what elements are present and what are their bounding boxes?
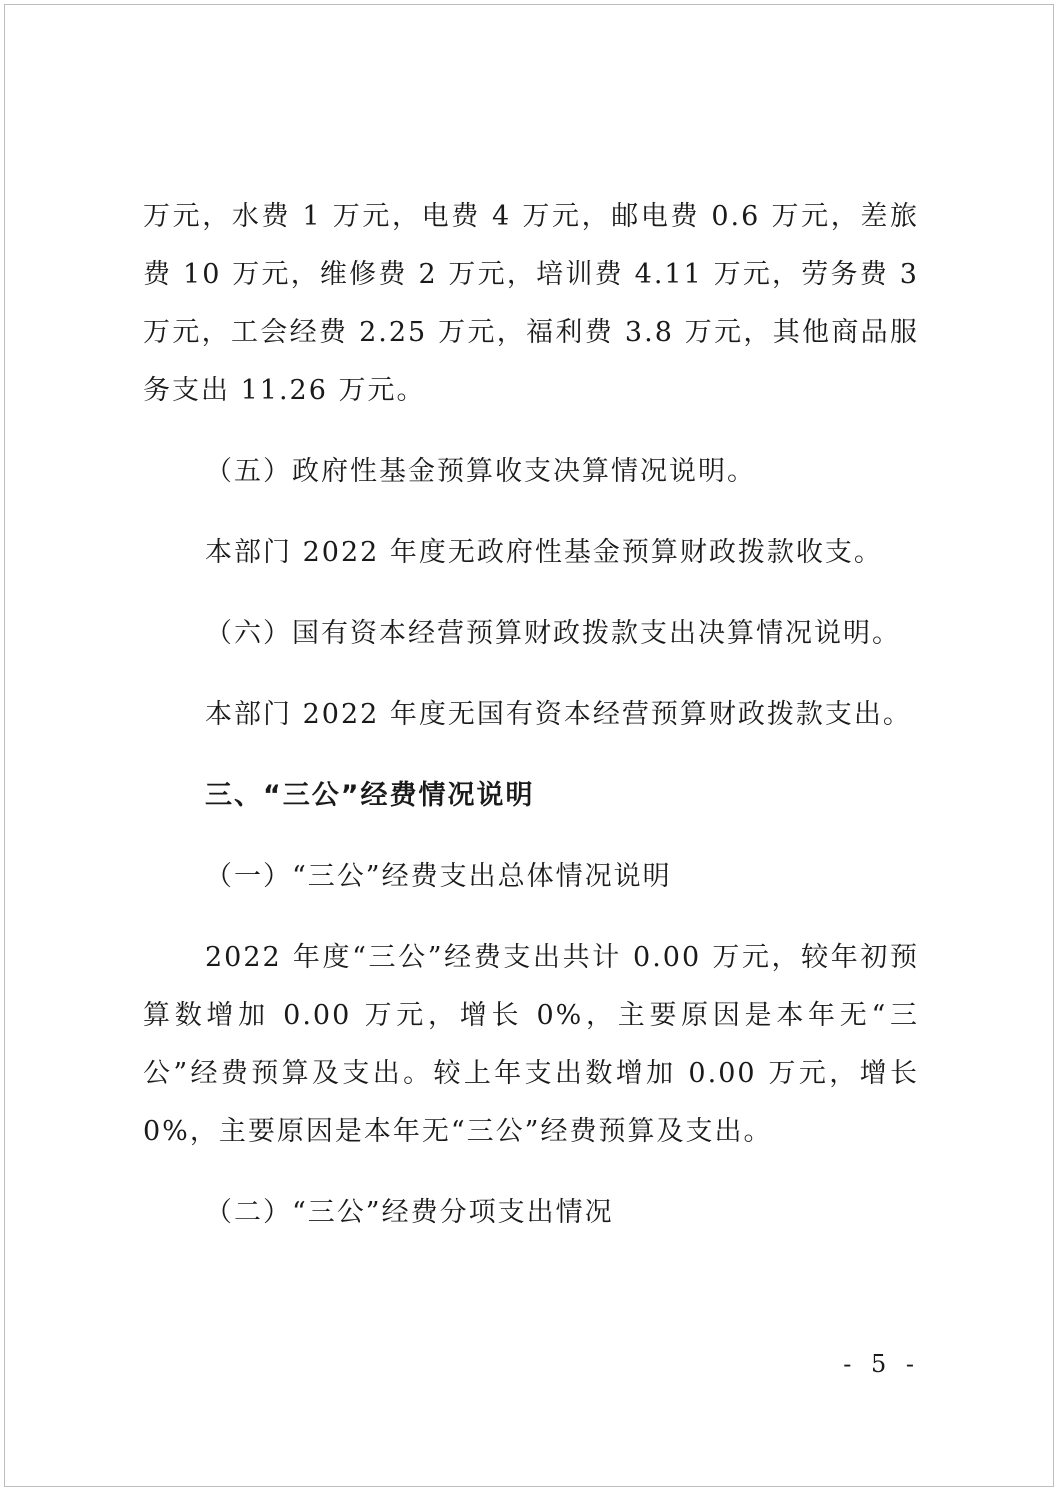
paragraph-expense-details: 万元，水费 1 万元，电费 4 万元，邮电费 0.6 万元，差旅费 10 万元，维修费 2 万元，培训费 4.11 万元，劳务费 3 万元，工会经费 2.25 万元，福利费 3.8 万元，其他商品服务支出 11.26 万元。: [143, 201, 919, 406]
paragraph-three-public-overall: 2022 年度“三公”经费支出共计 0.00 万元，较年初预算数增加 0.00 万元，增长 0%，主要原因是本年无“三公”经费预算及支出。较上年支出数增加 0.00 万元，增长 0%，主要原因是本年无“三公”经费预算及支出。: [143, 942, 919, 1147]
section-heading-government-fund: （五）政府性基金预算收支决算情况说明。: [205, 456, 756, 487]
paragraph-state-capital: 本部门 2022 年度无国有资本经营预算财政拨款支出。: [205, 699, 912, 730]
chapter-heading-three-public: 三、“三公”经费情况说明: [205, 780, 535, 811]
section-heading-state-capital: （六）国有资本经营预算财政拨款支出决算情况说明。: [205, 618, 901, 649]
paragraph-government-fund: 本部门 2022 年度无政府性基金预算财政拨款收支。: [205, 537, 883, 568]
document-body: [143, 188, 919, 1242]
page-number: - 5 -: [843, 1350, 920, 1378]
section-heading-overall-three-public: （一）“三公”经费支出总体情况说明: [205, 861, 672, 892]
section-heading-itemized-three-public: （二）“三公”经费分项支出情况: [205, 1197, 614, 1228]
